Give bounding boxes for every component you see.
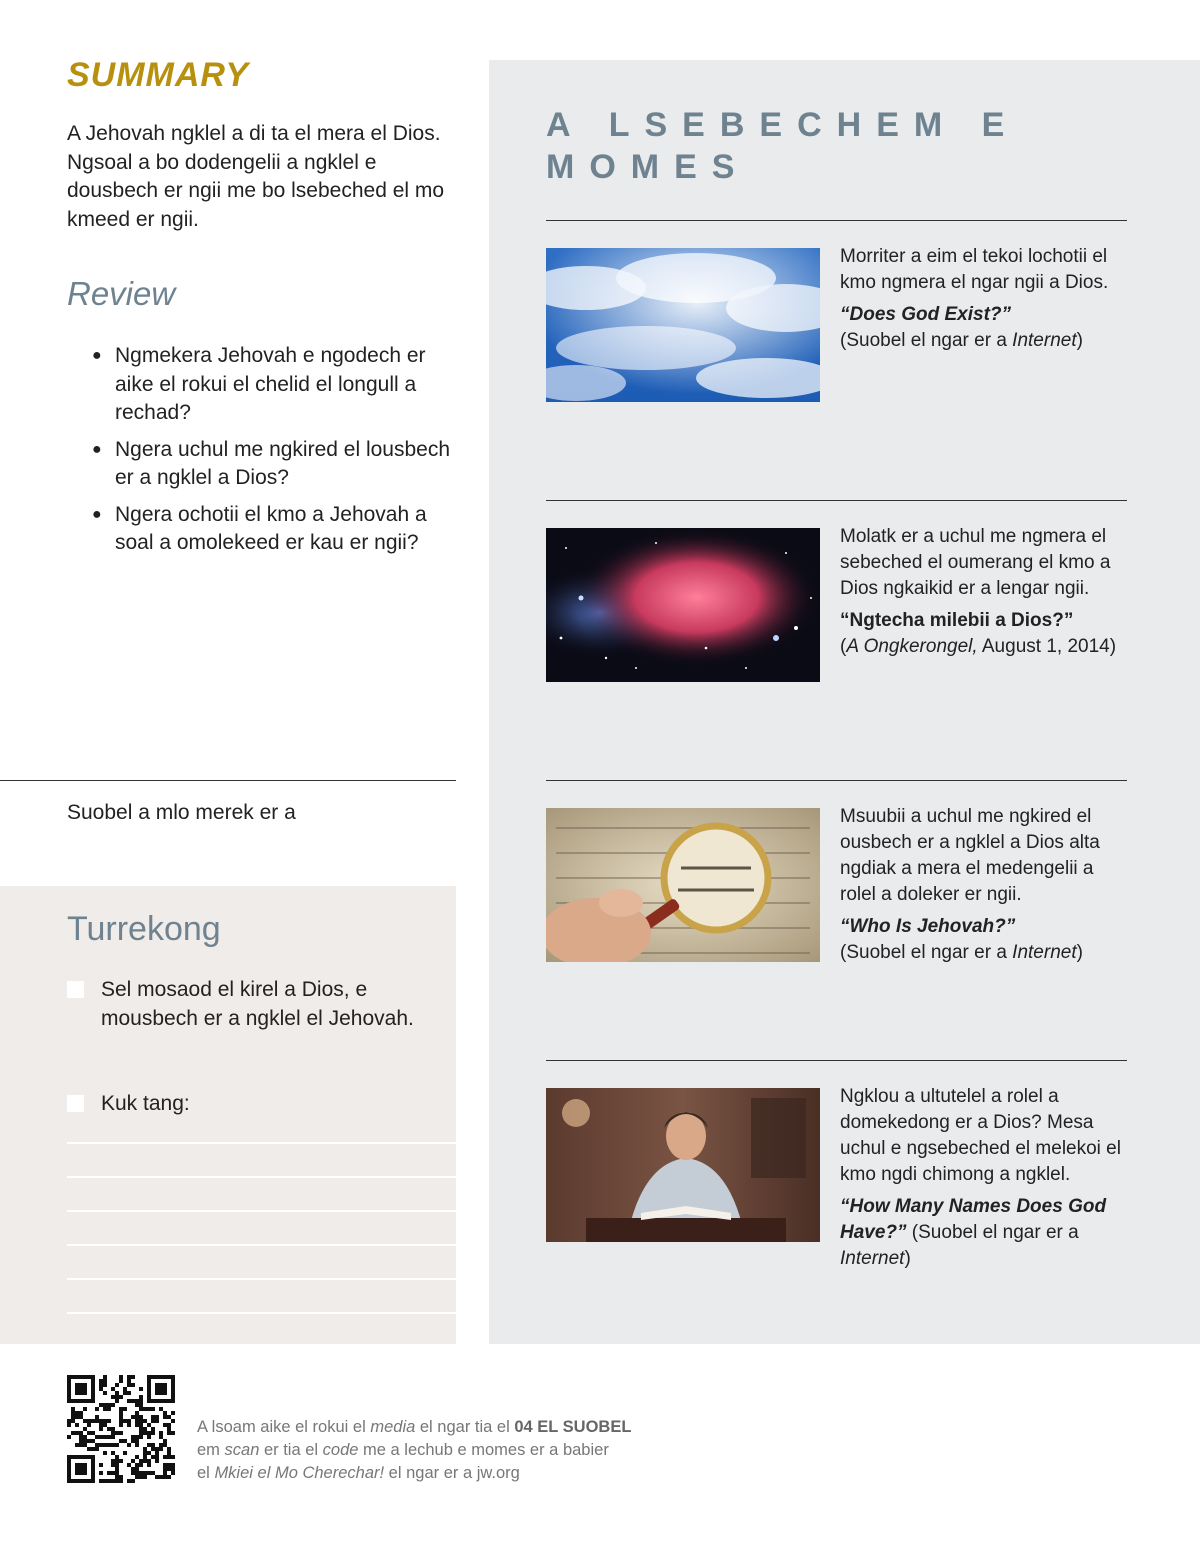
clouds-sky-image: [546, 248, 820, 402]
resource-description: Morriter a eim el tekoi lochotii el kmo ngmera el ngar ngii a Dios.: [840, 246, 1109, 293]
divider: [546, 500, 1127, 501]
bullet-icon: ●: [92, 505, 102, 523]
resources-heading: A LSEBECHEM E MOMES: [546, 106, 1020, 186]
write-line[interactable]: [67, 1176, 456, 1178]
task-label: Kuk tang:: [101, 1092, 190, 1115]
write-line[interactable]: [67, 1278, 456, 1280]
resource-text: [840, 244, 1130, 354]
resource-source: (A Ongkerongel, August 1, 2014): [840, 636, 1117, 657]
review-item: [92, 342, 452, 428]
resource-text: [840, 804, 1130, 966]
review-item-text: Ngmekera Jehovah e ngodech er aike el rokui el chelid el longull a rechad?: [115, 344, 426, 424]
footer-line: el Mkiei el Mo Cherechar! el ngar er a jw.org: [197, 1464, 520, 1482]
write-line[interactable]: [67, 1142, 456, 1144]
footer-line: A lsoam aike el rokui el media el ngar tia el 04 EL SUOBEL: [197, 1418, 632, 1436]
footer-text: [197, 1416, 817, 1485]
man-reading-image: [546, 1088, 820, 1242]
magnifying-glass-hebrew-image: [546, 808, 820, 962]
task-item: [67, 976, 447, 1033]
qr-code-icon[interactable]: [67, 1375, 175, 1483]
review-item: [92, 501, 452, 558]
write-line[interactable]: [67, 1244, 456, 1246]
resource-title[interactable]: “Who Is Jehovah?”: [840, 916, 1016, 937]
bullet-icon: ●: [92, 440, 102, 458]
nebula-image: [546, 528, 820, 682]
footer-line: em scan er tia el code me a lechub e momes er a babier: [197, 1441, 609, 1459]
task-label: Sel mosaod el kirel a Dios, e mousbech er a ngklel el Jehovah.: [101, 978, 414, 1030]
task-heading: Turrekong: [67, 910, 221, 948]
write-line[interactable]: [67, 1312, 456, 1314]
write-line[interactable]: [67, 1210, 456, 1212]
resource-source: (Suobel el ngar er a Internet): [840, 330, 1083, 351]
resource-title[interactable]: “Does God Exist?”: [840, 304, 1012, 325]
summary-text: A Jehovah ngklel a di ta el mera el Dios. Ngsoal a bo dodengelii a ngklel e dousbech er ngii me bo lsebeched el mo kmeed er ngii.: [67, 122, 445, 231]
resource-title: “How Many Names Does God Have?” (Suobel el ngar er a Internet): [840, 1196, 1107, 1269]
divider: [546, 1060, 1127, 1061]
task-item: [67, 1090, 447, 1119]
checkbox[interactable]: [67, 1095, 84, 1112]
review-heading: Review: [67, 275, 176, 312]
review-item-text: Ngera uchul me ngkired el lousbech er a ngklel a Dios?: [115, 437, 451, 489]
resource-description: Molatk er a uchul me ngmera el sebeched el oumerang el kmo a Dios ngkaikid er a lengar ngii.: [840, 526, 1111, 599]
review-item-text: Ngera ochotii el kmo a Jehovah a soal a omolekeed er kau er ngii?: [115, 502, 427, 554]
review-list: [92, 342, 452, 566]
bullet-icon: ●: [92, 347, 102, 364]
resource-title[interactable]: “Ngtecha milebii a Dios?”: [840, 610, 1074, 631]
checkbox[interactable]: [67, 981, 84, 998]
summary-heading: SUMMARY: [67, 56, 250, 94]
memo-text: Suobel a mlo merek er a: [67, 801, 296, 824]
divider: [546, 780, 1127, 781]
resource-description: Msuubii a uchul me ngkired el ousbech er a ngklel a Dios alta ngdiak a mera el medengelii a rolel a doleker er ngii.: [840, 806, 1100, 905]
divider: [0, 780, 456, 781]
review-item: [92, 436, 452, 493]
divider: [546, 220, 1127, 221]
resource-description: Ngklou a ultutelel a rolel a domekedong er a Dios? Mesa uchul e ngsebeched el melekoi el kmo ngdi chimong a ngklel.: [840, 1086, 1121, 1185]
resource-source: (Suobel el ngar er a Internet): [840, 942, 1083, 963]
resource-title-link[interactable]: “How Many Names Does God Have?”: [840, 1196, 1107, 1243]
resource-text: [840, 1084, 1130, 1272]
resource-text: [840, 524, 1130, 660]
